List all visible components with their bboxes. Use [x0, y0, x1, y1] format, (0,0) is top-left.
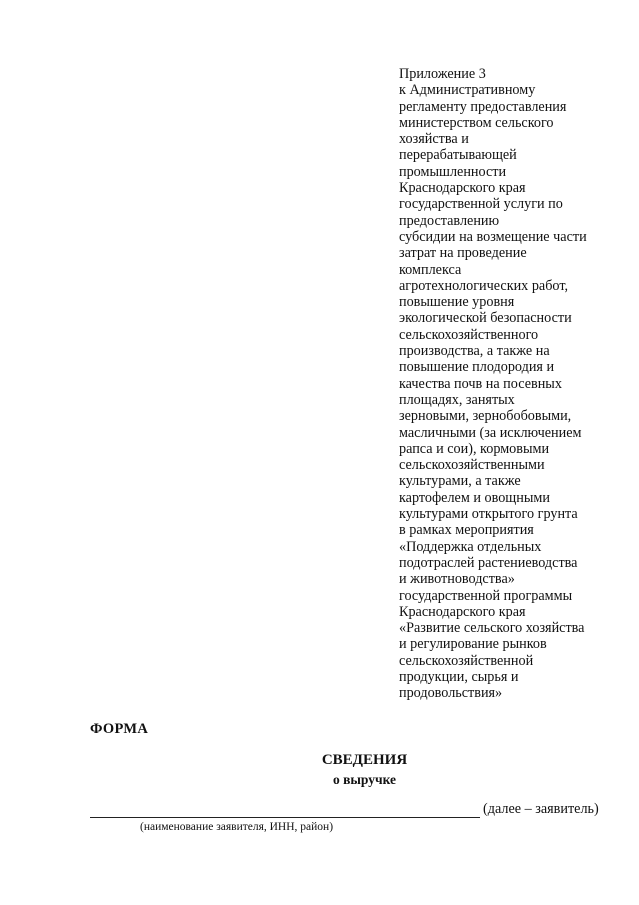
appendix-line: культурами, а также: [399, 473, 521, 490]
appendix-line: и регулирование рынков: [399, 636, 547, 653]
appendix-line: площадях, занятых: [399, 391, 515, 408]
appendix-line: подотраслей растениеводства: [399, 554, 578, 571]
applicant-caption: (наименование заявителя, ИНН, район): [140, 821, 334, 833]
appendix-line: продовольствия»: [399, 685, 503, 702]
appendix-line: государственной программы: [399, 587, 573, 604]
appendix-line: повышение уровня: [399, 294, 515, 311]
appendix-line: министерством сельского: [399, 114, 554, 131]
applicant-name-line[interactable]: [90, 817, 480, 818]
appendix-line: рапса и сои), кормовыми: [399, 440, 550, 457]
document-subtitle: о выручке: [332, 772, 397, 787]
appendix-line: «Поддержка отдельных: [399, 538, 542, 555]
appendix-line: государственной услуги по: [399, 196, 563, 213]
applicant-suffix: (далее – заявитель): [483, 801, 599, 817]
appendix-line: в рамках мероприятия: [399, 522, 534, 539]
appendix-line: Краснодарского края: [399, 603, 526, 620]
appendix-line: субсидии на возмещение части: [399, 228, 587, 245]
appendix-line: зерновыми, зернобобовыми,: [399, 408, 572, 425]
appendix-header: [399, 66, 611, 702]
appendix-line: регламенту предоставления: [399, 98, 567, 115]
appendix-line: и животноводства»: [399, 571, 515, 588]
appendix-line: масличными (за исключением: [399, 424, 582, 441]
appendix-line: к Административному: [399, 82, 536, 99]
appendix-line: Приложение 3: [399, 66, 486, 82]
appendix-line: перерабатывающей: [399, 147, 517, 164]
appendix-line: комплекса: [399, 261, 462, 278]
document-title: СВЕДЕНИЯ: [321, 752, 408, 768]
appendix-line: хозяйства и: [399, 131, 469, 148]
appendix-line: сельскохозяйственной: [399, 652, 534, 669]
appendix-line: культурами открытого грунта: [399, 506, 578, 523]
appendix-line: агротехнологических работ,: [399, 277, 569, 294]
appendix-line: Краснодарского края: [399, 180, 526, 197]
appendix-line: сельскохозяйственными: [399, 457, 545, 474]
appendix-line: производства, а также на: [399, 343, 550, 360]
appendix-line: затрат на проведение: [399, 245, 527, 262]
appendix-line: промышленности: [399, 163, 507, 180]
form-label: ФОРМА: [90, 721, 149, 737]
appendix-line: повышение плодородия и: [399, 359, 555, 376]
appendix-line: продукции, сырья и: [399, 668, 519, 685]
appendix-line: сельскохозяйственного: [399, 326, 539, 343]
appendix-line: предоставлению: [399, 212, 500, 229]
appendix-line: качества почв на посевных: [399, 375, 562, 392]
appendix-line: «Развитие сельского хозяйства: [399, 620, 585, 637]
appendix-line: картофелем и овощными: [399, 489, 550, 506]
appendix-line: экологической безопасности: [399, 310, 572, 327]
